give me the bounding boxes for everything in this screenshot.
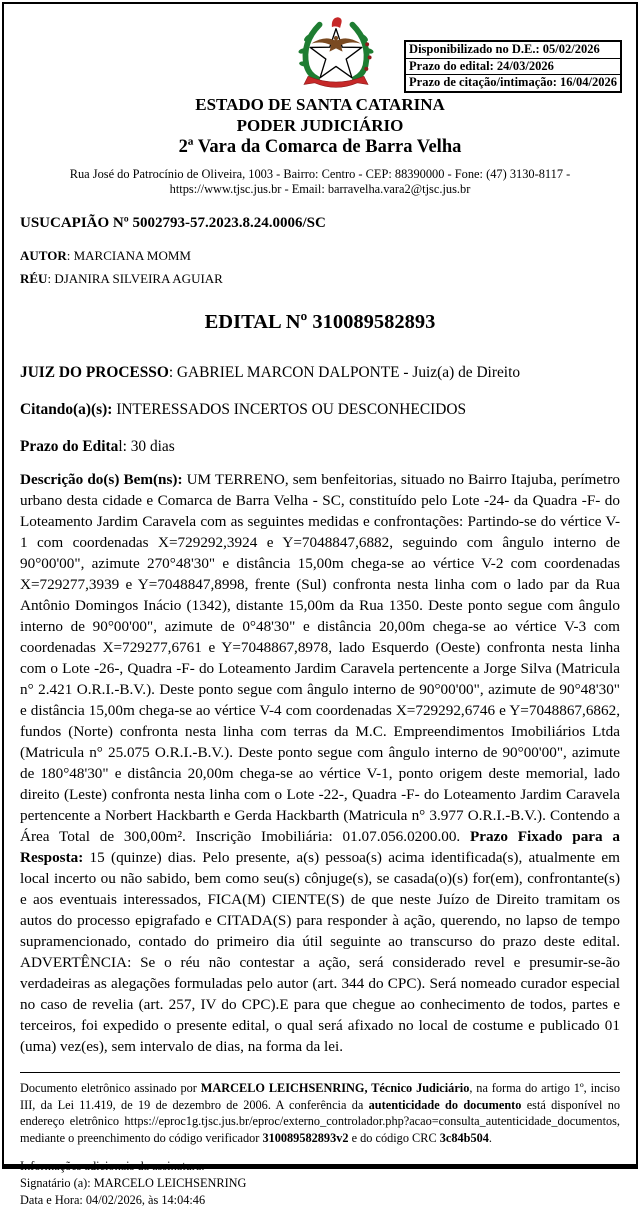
santa-catarina-coat-of-arms-icon bbox=[295, 13, 377, 92]
case-number: USUCAPIÃO Nº 5002793-57.2023.8.24.0006/SC bbox=[20, 215, 326, 231]
sig-seg-8: . bbox=[488, 1130, 492, 1145]
document-top-bar bbox=[20, 4, 620, 94]
sig-seg-4: está disponível no endereço eletrônico https://eproc1g.tjsc.jus.br/eproc/externo_controlador.php?acao=consulta_autenticidade_documentos, mediante o preenchimento do código verificador bbox=[20, 1097, 621, 1145]
defendant-line bbox=[20, 271, 620, 287]
court-address-line1: Rua José do Patrocínio de Oliveira, 1003 - Bairro: Centro - CEP: 88390000 - Fone: (47) 3130-8117 - bbox=[69, 167, 571, 181]
plaintiff-name: : MARCIANA MOMM bbox=[66, 248, 191, 263]
sig-seg-2: , na forma do artigo 1º, inciso III, da Lei 11.419, de 19 de dezembro de 2006. A conferência da bbox=[20, 1081, 620, 1112]
court-address-line2: https://www.tjsc.jus.br - Email: barravelha.vara2@tjsc.jus.br bbox=[169, 182, 471, 196]
defendant-name: : DJANIRA SILVEIRA AGUIAR bbox=[47, 271, 223, 286]
cited-parties-value: INTERESSADOS INCERTOS OU DESCONHECIDOS bbox=[112, 401, 467, 418]
document-page bbox=[2, 2, 638, 1208]
description-label: Descrição do(s) Bem(ns): bbox=[20, 471, 183, 488]
description-body-1: UM TERRENO, sem benfeitorias, situado no Bairro Itajuba, perímetro urbano desta cidade e Comarca de Barra Velha - SC, constituído pelo Lote -24- da Quadra -F- do Loteamento Jardim Caravela com as seguintes medidas e confrontações: Partindo-se do vértice V-1 com coordenadas X=729292,3924 e Y=7048847,6882, seguindo com ângulo interno de 90°00'00", azimute 270°48'30" e distância 15,00m chega-se ao vértice V-2 com coordenadas X=729277,3939 e Y=7048847,8998, frente (Sul) confronta nesta linha com o lado par da Rua Antônio Domingos Inácio (1342), distante 15,00m da Rua 1350. Deste ponto segue com ângulo interno de 90°00'00", azimute de 0°48'30" e distância 20,00m chega-se ao vértice V-3 com coordenadas X=729277,6761 e Y=7048867,8978, lado Esquerdo (Oeste) confronta nesta linha com o Lote -26-, Quadra -F- do Loteamento Jardim Caravela pertencente a Jorge Silva (Matricula n° 2.421 O.R.I.-B.V.). Deste ponto segue com ângulo interno de 90°00'00", azimute de 90°48'30" e distância 15,00m chega-se ao vértice V-4 com coordenadas X=729292,6746 e Y=7048867,6862, fundos (Norte) confronta nesta linha com terras da M.C. Empreendimentos Imobiliários Ltda (Matricula n° 25.075 O.R.I.-B.V.). Deste ponto segue com ângulo interno de 90°00'00", azimute de 180°48'30" e distância 20,00m chega-se ao vértice V-1, ponto origem deste memorial, lado direito (Leste) confronta nesta linha com o Lote -22-, Quadra -F- do Loteamento Jardim Caravela pertencente a Norbert Hackbarth e Gerda Hackbarth (Matricula n° 3.977 O.R.I.-B.V.). Contendo a Área Total de 300,00m². Inscrição Imobiliária: 01.07.056.0200.00. bbox=[20, 471, 620, 845]
sig-seg-6: e do código CRC bbox=[348, 1130, 440, 1145]
sig-verifier-code: 310089582893v2 bbox=[262, 1130, 349, 1145]
property-description-paragraph bbox=[20, 469, 620, 1057]
sig-signer-name: MARCELO LEICHSENRING, Técnico Judiciário bbox=[200, 1081, 470, 1096]
signature-datetime-line: Data e Hora: 04/02/2026, às 14:04:46 bbox=[20, 1193, 206, 1208]
available-date-row: Disponibilizado no D.E.: 05/02/2026 bbox=[406, 42, 620, 59]
signature-info-title: Informações adicionais da assinatura: bbox=[20, 1159, 205, 1174]
electronic-signature-paragraph bbox=[20, 1080, 620, 1146]
plaintiff-line bbox=[20, 248, 620, 264]
cited-parties-line bbox=[20, 400, 620, 419]
footer-divider bbox=[20, 1072, 620, 1073]
judge-label: JUIZ DO PROCESSO bbox=[20, 364, 169, 381]
signatory-line: Signatário (a): MARCELO LEICHSENRING bbox=[20, 1176, 247, 1191]
cited-parties-label: Citando(a)(s): bbox=[20, 401, 113, 418]
plaintiff-label: AUTOR bbox=[20, 248, 67, 263]
judge-line bbox=[20, 363, 620, 382]
sig-seg-0: Documento eletrônico assinado por bbox=[20, 1081, 201, 1096]
state-title: ESTADO DE SANTA CATARINA bbox=[195, 95, 445, 114]
publication-deadlines-box bbox=[404, 40, 622, 93]
signature-additional-info bbox=[20, 1158, 620, 1209]
edict-term-line bbox=[20, 437, 620, 456]
judge-name: : GABRIEL MARCON DALPONTE - Juiz(a) de Direito bbox=[168, 364, 521, 381]
judiciary-title: PODER JUDICIÁRIO bbox=[236, 116, 404, 135]
citation-deadline-row: Prazo de citação/intimação: 16/04/2026 bbox=[409, 75, 617, 89]
edict-deadline-row: Prazo do edital: 24/03/2026 bbox=[406, 59, 620, 76]
sig-crc-code: 3c84b504 bbox=[439, 1130, 489, 1145]
sig-authenticity-label: autenticidade do documento bbox=[368, 1097, 522, 1112]
defendant-label: RÉU bbox=[20, 271, 48, 286]
edict-title: EDITAL Nº 310089582893 bbox=[204, 311, 436, 333]
description-body-2: 15 (quinze) dias. Pelo presente, a(s) pessoa(s) acima identificada(s), atualmente em local incerto ou não sabido, bem como seu(s) cônjuge(s), se casada(o)(s) for(em), confrontante(s) e aos eventuais interessados, FICA(M) CIENTE(S) de que neste Juízo de Direito tramitam os autos do processo epigrafado e CITADA(S) para responder à ação, querendo, no lapso de tempo supramencionado, contado do primeiro dia útil seguinte ao transcurso do prazo deste edital. ADVERTÊNCIA: Se o réu não contestar a ação, será considerado revel e presumir-se-ão verdadeiras as alegações formuladas pelo autor (art. 344 do CPC). Será nomeado curador especial no caso de revelia (art. 257, IV do CPC).E para que chegue ao conhecimento de todos, partes e terceiros, foi expedido o presente edital, o qual será afixado no local de costume e publicado 01 (uma) vez(es), sem intervalo de dias, na forma da lei. bbox=[20, 849, 620, 1055]
edict-term-value: l: 30 dias bbox=[118, 438, 175, 455]
court-branch-title: 2ª Vara da Comarca de Barra Velha bbox=[178, 137, 462, 157]
court-address bbox=[20, 167, 620, 197]
response-term-label: Prazo Fixado para a Resposta: bbox=[20, 828, 620, 866]
edict-term-label: Prazo do Edita bbox=[20, 438, 119, 455]
